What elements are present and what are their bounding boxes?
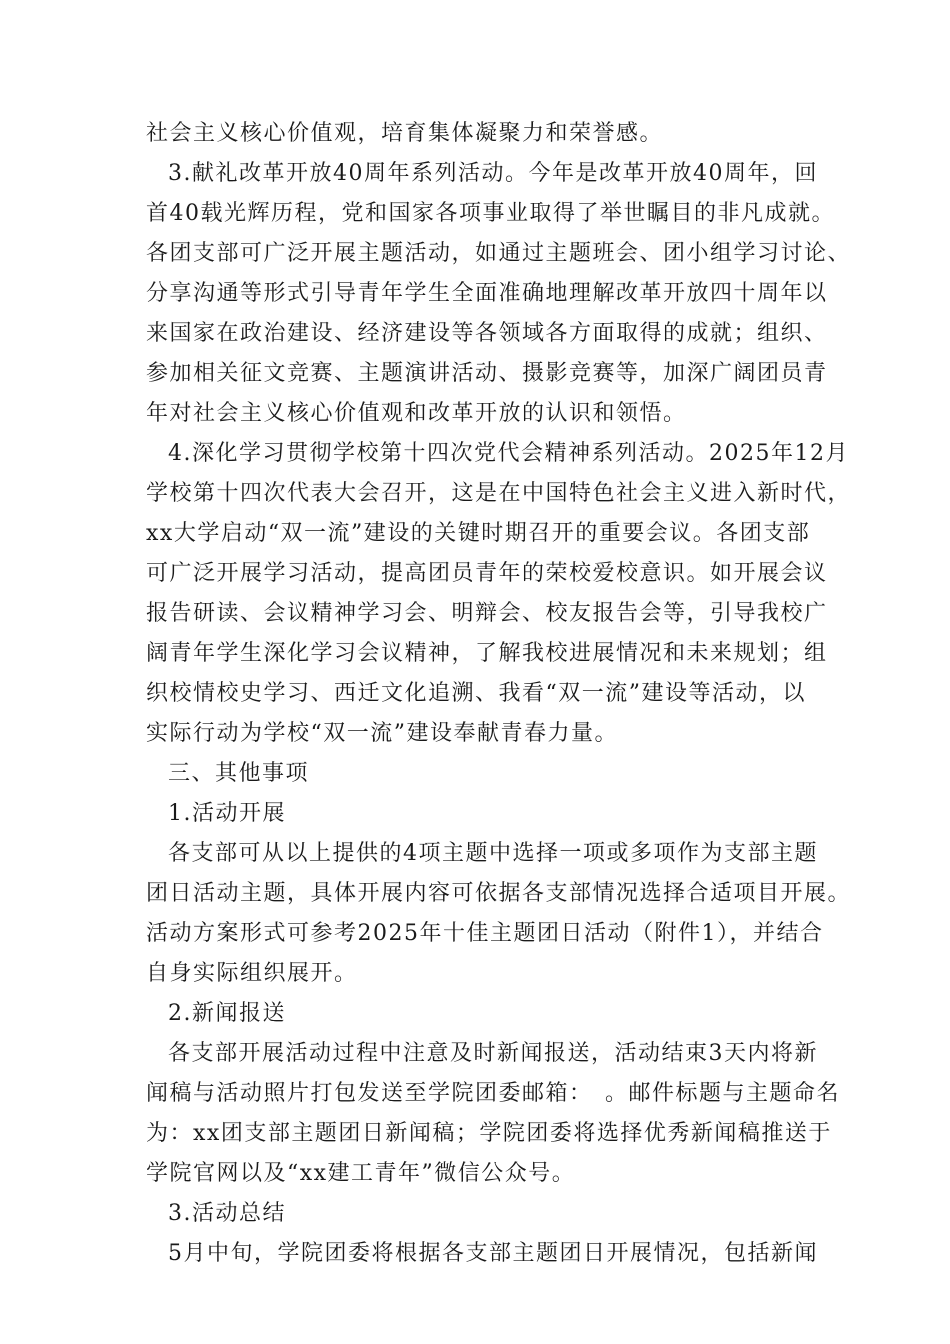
subheading-summary: 3.活动总结 (168, 1201, 286, 1226)
body-text-line: 闻稿与活动照片打包发送至学院团委邮箱： 。邮件标题与主题命名 (146, 1081, 841, 1106)
body-text-line: 织校情校史学习、西迁文化追溯、我看“双一流”建设等活动，以 (146, 681, 806, 706)
body-text-line: 阔青年学生深化学习会议精神，了解我校进展情况和未来规划；组 (146, 641, 828, 666)
body-text-line: 5月中旬，学院团委将根据各支部主题团日开展情况，包括新闻 (168, 1241, 818, 1266)
body-text-line: 各支部可从以上提供的4项主题中选择一项或多项作为支部主题 (168, 841, 818, 866)
body-text-line: 来国家在政治建设、经济建设等各领域各方面取得的成就；组织、 (146, 321, 828, 346)
body-text-line: 团日活动主题，具体开展内容可依据各支部情况选择合适项目开展。 (146, 881, 852, 906)
body-text-line: 分享沟通等形式引导青年学生全面准确地理解改革开放四十周年以 (146, 281, 828, 306)
body-text-line: 自身实际组织展开。 (146, 961, 358, 986)
body-text-line: 各支部开展活动过程中注意及时新闻报送，活动结束3天内将新 (168, 1041, 818, 1066)
body-text-line: 社会主义核心价值观，培育集体凝聚力和荣誉感。 (146, 121, 664, 146)
section-item-4-heading: 4.深化学习贯彻学校第十四次党代会精神系列活动。2025年12月 (168, 441, 849, 466)
body-text-line: 各团支部可广泛开展主题活动，如通过主题班会、团小组学习讨论、 (146, 241, 852, 266)
body-text-line: 学校第十四次代表大会召开，这是在中国特色社会主义进入新时代， (146, 481, 852, 506)
body-text-line: 学院官网以及“xx建工青年”微信公众号。 (146, 1161, 576, 1186)
body-text-line: 为：xx团支部主题团日新闻稿；学院团委将选择优秀新闻稿推送于 (146, 1121, 832, 1146)
section-heading-other-matters: 三、其他事项 (168, 761, 310, 786)
body-text-line: xx大学启动“双一流”建设的关键时期召开的重要会议。各团支部 (146, 521, 811, 546)
body-text-line: 活动方案形式可参考2025年十佳主题团日活动（附件1），并结合 (146, 921, 824, 946)
body-text-line: 实际行动为学校“双一流”建设奉献青春力量。 (146, 721, 618, 746)
subheading-activity: 1.活动开展 (168, 801, 286, 826)
body-text-line: 报告研读、会议精神学习会、明辩会、校友报告会等，引导我校广 (146, 601, 828, 626)
body-text-line: 参加相关征文竞赛、主题演讲活动、摄影竞赛等，加深广阔团员青 (146, 361, 828, 386)
section-item-3-heading: 3.献礼改革开放40周年系列活动。今年是改革开放40周年，回 (168, 161, 818, 186)
body-text-line: 首40载光辉历程，党和国家各项事业取得了举世瞩目的非凡成就。 (146, 201, 835, 226)
body-text-line: 年对社会主义核心价值观和改革开放的认识和领悟。 (146, 401, 687, 426)
body-text-line: 可广泛开展学习活动，提高团员青年的荣校爱校意识。如开展会议 (146, 561, 828, 586)
subheading-news: 2.新闻报送 (168, 1001, 286, 1026)
